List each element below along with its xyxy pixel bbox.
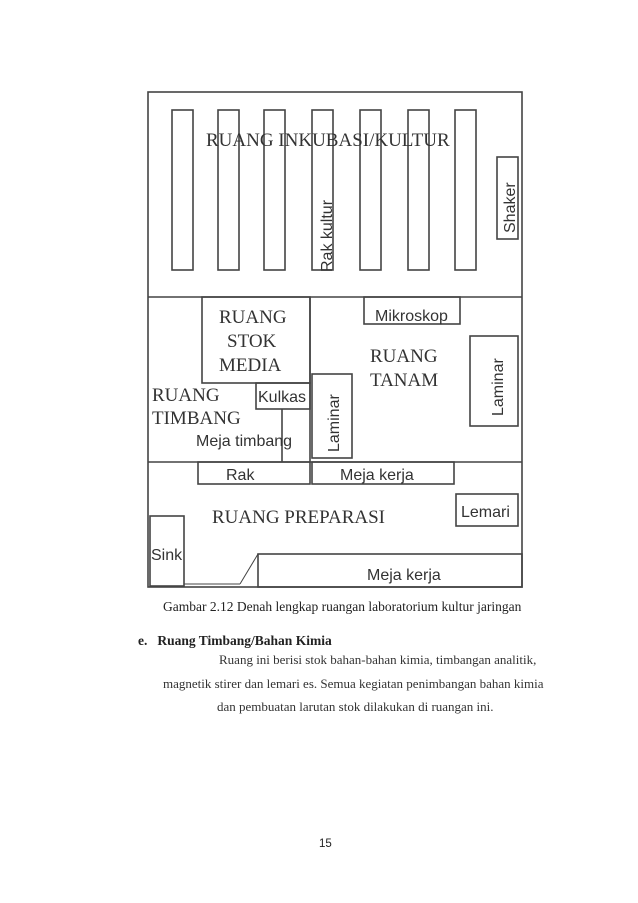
door-mark — [240, 554, 258, 584]
label-rack: Rak — [226, 467, 255, 484]
room-label-weighing-line1: RUANG — [152, 385, 220, 406]
label-rack-culture: Rak kultur — [319, 199, 336, 272]
label-fridge: Kulkas — [258, 389, 307, 406]
label-shaker: Shaker — [502, 182, 519, 233]
label-weighing-table: Meja timbang — [196, 433, 293, 450]
section-heading — [138, 633, 332, 649]
room-label-weighing-line2: TIMBANG — [152, 408, 241, 429]
room-label-stock-line1: RUANG — [219, 307, 287, 328]
label-laminar-center: Laminar — [326, 394, 343, 452]
figure-caption: Gambar 2.12 Denah lengkap ruangan laboratorium kultur jaringan — [163, 599, 522, 614]
label-cabinet: Lemari — [461, 504, 510, 521]
paragraph-line: magnetik stirer dan lemari es. Semua kegiatan penimbangan bahan kimia — [163, 676, 544, 691]
label-sink: Sink — [151, 547, 183, 564]
room-label-preparation: RUANG PREPARASI — [212, 507, 385, 528]
label-work-table-top: Meja kerja — [340, 467, 414, 484]
label-work-table-bottom: Meja kerja — [367, 567, 441, 584]
room-label-incubation: RUANG INKUBASI/KULTUR — [206, 130, 450, 151]
rack-shelf — [455, 110, 476, 270]
section-title: Ruang Timbang/Bahan Kimia — [157, 633, 332, 648]
room-label-stock-line3: MEDIA — [219, 355, 282, 376]
paragraph-line: dan pembuatan larutan stok dilakukan di ruangan ini. — [217, 699, 494, 714]
section-number: e. — [138, 633, 148, 648]
label-microscope: Mikroskop — [375, 308, 448, 325]
paragraph-line: Ruang ini berisi stok bahan-bahan kimia, timbangan analitik, — [219, 652, 537, 667]
room-label-planting-line1: RUANG — [370, 346, 438, 367]
label-laminar-right: Laminar — [490, 358, 507, 416]
room-label-stock-line2: STOK — [227, 331, 277, 352]
page-number: 15 — [319, 838, 332, 850]
room-label-planting-line2: TANAM — [370, 370, 439, 391]
rack-shelf — [172, 110, 193, 270]
